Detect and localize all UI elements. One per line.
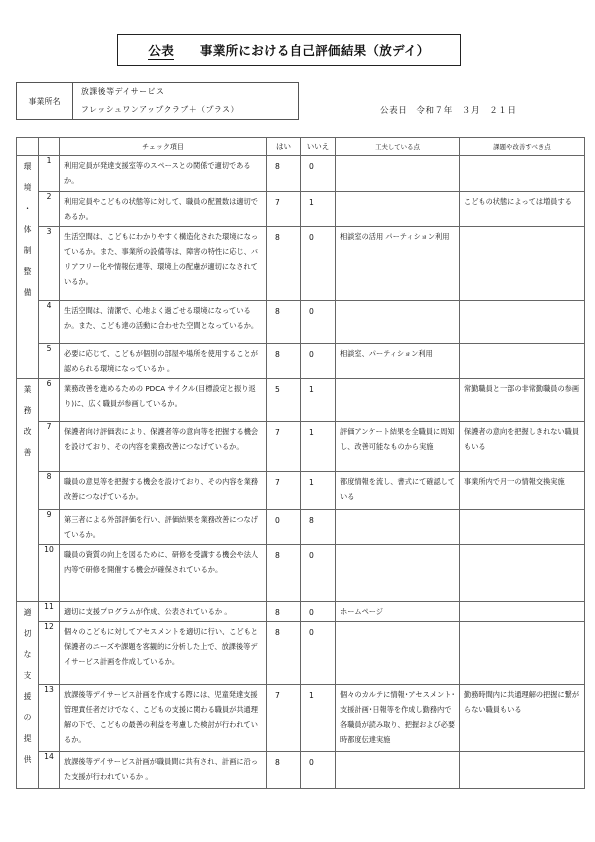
cell-item: 放課後等デイサービス計画を作成する際には、児童発達支援管理責任者だけでなく、こどもの支援に関わる職員が共通理解の下で、こどもの最善の利益を考慮した検討が行われているか。 [60,685,267,752]
category-label [17,379,39,602]
table-row [17,192,585,227]
cell-yes: 8 [267,227,301,301]
table-row [17,156,585,192]
table-header-row [17,138,585,156]
cell-issue: 事業所内で月一の情報交換実施 [460,472,585,510]
cell-num: 8 [39,472,60,510]
cell-issue [460,622,585,685]
table-row [17,227,585,301]
cell-item: 第三者による外部評価を行い、評価結果を業務改善につなげているか。 [60,510,267,545]
category-label-char: な [23,650,32,659]
cell-item: 生活空間は、こどもにわかりやすく構造化された環境になっているか。また、事業所の設備等は、障害の特性に応じ、バリアフリー化や情報伝達等、環境上の配慮が適切になされているか。 [60,227,267,301]
header-issue: 課題や改善すべき点 [460,138,585,156]
cell-no: 0 [301,622,336,685]
cell-item: 保護者向け評価表により、保護者等の意向等を把握する機会を設けており、その内容を業務改善につなげているか。 [60,422,267,472]
office-info-box [16,82,299,120]
category-label-char: 業 [23,385,32,394]
cell-no: 0 [301,602,336,622]
cell-issue: こどもの状態によっては増員する [460,192,585,227]
category-label-char: 体 [23,225,32,234]
table-row [17,379,585,422]
table-row [17,472,585,510]
cell-yes: 8 [267,622,301,685]
cell-yes: 7 [267,472,301,510]
cell-no: 0 [301,227,336,301]
table-row [17,622,585,685]
cell-note: 都度情報を流し、書式にて確認している [336,472,460,510]
cell-note [336,622,460,685]
category-label-char: 境 [23,183,32,192]
category-label [17,602,39,789]
category-label-char: 備 [23,288,32,297]
cell-item: 業務改善を進めるための PDCA サイクル(目標設定と振り返り)に、広く職員が参画しているか。 [60,379,267,422]
cell-no: 0 [301,545,336,602]
cell-num: 3 [39,227,60,301]
cell-item: 職員の資質の向上を図るために、研修を受講する機会や法人内等で研修を開催する機会が確保されているか。 [60,545,267,602]
cell-issue [460,301,585,344]
cell-num: 4 [39,301,60,344]
office-name-line2: フレッシュワンアップクラブ＋（プラス） [81,105,239,114]
cell-note: ホームページ [336,602,460,622]
cell-yes: 5 [267,379,301,422]
cell-yes: 7 [267,685,301,752]
cell-item: 適切に支援プログラムが作成、公表されているか 。 [60,602,267,622]
category-label-char: ・ [23,204,32,213]
category-label-char: 環 [23,162,32,171]
category-label-char: 整 [23,267,32,276]
cell-item: 個々のこどもに対してアセスメントを適切に行い、こどもと保護者のニーズや課題を客観的に分析した上で、放課後等デイサービス計画を作成しているか。 [60,622,267,685]
category-label-char: 供 [23,755,32,764]
table-row [17,510,585,545]
cell-num: 1 [39,156,60,192]
table-row [17,301,585,344]
cell-issue [460,344,585,379]
cell-yes: 8 [267,301,301,344]
cell-issue [460,156,585,192]
cell-no: 0 [301,344,336,379]
document-title: 事業所における自己評価結果（放デイ） [200,43,430,58]
category-label-char: 務 [23,406,32,415]
table-body [17,156,585,789]
cell-num: 10 [39,545,60,602]
publish-date: 公表日 令和７年 ３月 ２１日 [380,106,517,116]
cell-yes: 8 [267,156,301,192]
category-label-char: 善 [23,448,32,457]
cell-issue [460,227,585,301]
cell-num: 7 [39,422,60,472]
cell-no: 1 [301,472,336,510]
category-label-char: 切 [23,629,32,638]
cell-num: 13 [39,685,60,752]
cell-issue [460,545,585,602]
cell-yes: 0 [267,510,301,545]
cell-issue [460,602,585,622]
table-row [17,685,585,752]
cell-item: 生活空間は、清潔で、心地よく過ごせる環境になっているか。また、こども達の活動に合わせた空間となっているか。 [60,301,267,344]
cell-note: 個々のカルテに情報･アセスメント･支援計画･日報等を作成し勤務内で各職員が読み取り、把握および必要時都度伝達実施 [336,685,460,752]
office-name-line1: 放課後等デイサービス [81,87,165,96]
header-no: いいえ [301,138,336,156]
category-label-char: 制 [23,246,32,255]
cell-note: 相談室の活用 パーティション利用 [336,227,460,301]
cell-issue: 常勤職員と一部の非常勤職員の参画 [460,379,585,422]
cell-note: 相談室、パーティション利用 [336,344,460,379]
cell-issue: 勤務時間内に共通理解の把握に繋がらない職員もいる [460,685,585,752]
cell-issue [460,510,585,545]
table-row [17,545,585,602]
cell-issue [460,752,585,789]
cell-no: 0 [301,156,336,192]
category-label-char: 支 [23,671,32,680]
header-note: 工夫している点 [336,138,460,156]
header-check-item: チェック項目 [60,138,267,156]
cell-num: 5 [39,344,60,379]
public-badge: 公表 [148,42,175,58]
table-row [17,344,585,379]
cell-item: 放課後等デイサービス計画が職員間に共有され、計画に沿った支援が行われているか 。 [60,752,267,789]
header-number [39,138,60,156]
evaluation-table [16,137,585,789]
cell-no: 1 [301,379,336,422]
cell-yes: 7 [267,422,301,472]
cell-note [336,301,460,344]
cell-num: 2 [39,192,60,227]
cell-item: 利用定員やこどもの状態等に対して、職員の配置数は適切であるか。 [60,192,267,227]
cell-no: 1 [301,422,336,472]
cell-item: 職員の意見等を把握する機会を設けており、その内容を業務改善につなげているか。 [60,472,267,510]
office-label: 事業所名 [17,83,73,119]
cell-note [336,510,460,545]
cell-yes: 7 [267,192,301,227]
header-yes: はい [267,138,301,156]
category-label-char: 援 [23,692,32,701]
cell-no: 1 [301,192,336,227]
category-label-char: 改 [23,427,32,436]
cell-num: 11 [39,602,60,622]
cell-yes: 8 [267,344,301,379]
cell-no: 0 [301,301,336,344]
category-label-char: 提 [23,734,32,743]
cell-note: 評価アンケート結果を全職員に周知し、改善可能なものから実施 [336,422,460,472]
document-title-box [117,34,461,66]
cell-no: 1 [301,685,336,752]
cell-yes: 8 [267,545,301,602]
cell-no: 8 [301,510,336,545]
table-row [17,422,585,472]
category-label-char: の [23,713,32,722]
cell-num: 9 [39,510,60,545]
table-row [17,752,585,789]
cell-no: 0 [301,752,336,789]
category-label [17,156,39,379]
cell-note [336,156,460,192]
cell-note [336,379,460,422]
cell-yes: 8 [267,602,301,622]
cell-note [336,545,460,602]
cell-num: 12 [39,622,60,685]
cell-num: 14 [39,752,60,789]
cell-num: 6 [39,379,60,422]
cell-note [336,752,460,789]
office-name [73,83,298,119]
cell-issue: 保護者の意向を把握しきれない職員もいる [460,422,585,472]
cell-item: 利用定員が発達支援室等のスペースとの関係で適切であるか。 [60,156,267,192]
cell-yes: 8 [267,752,301,789]
cell-note [336,192,460,227]
header-category [17,138,39,156]
category-label-char: 適 [23,608,32,617]
table-row [17,602,585,622]
cell-item: 必要に応じて、こどもが個別の部屋や場所を使用することが認められる環境になっているか 。 [60,344,267,379]
